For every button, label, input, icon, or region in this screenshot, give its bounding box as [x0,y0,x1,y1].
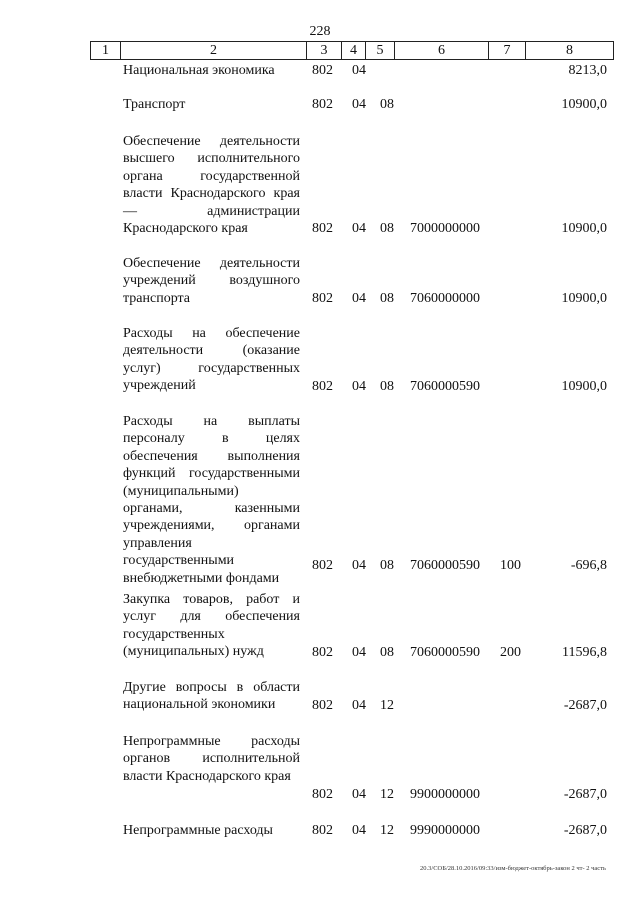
cell-col3: 802 [312,557,333,573]
cell-col4: 04 [352,644,366,660]
cell-col5: 08 [380,557,394,573]
row-name: Непрограммные расходы органов исполнительной власти Краснодарского края [123,734,300,784]
cell-col8: 8213,0 [568,62,607,78]
cell-col3: 802 [312,378,333,394]
cell-col8: 11596,8 [562,644,607,660]
cell-col8: -2687,0 [563,822,607,838]
cell-col4: 04 [352,697,366,713]
table-row [0,733,640,803]
cell-col5: 08 [380,378,394,394]
header-col-3: 3 [306,42,341,59]
cell-col6: 7060000590 [410,378,480,394]
cell-col8: 10900,0 [561,378,607,394]
table-row [0,679,640,714]
table-row [0,822,640,839]
footer-note: 20.3/СОБ/28.10.2016/09:33/изм-бюджет-октябрь-закон 2 чт- 2 часть [420,865,606,872]
cell-col3: 802 [312,96,333,112]
row-name: Транспорт [123,97,186,112]
header-col-2: 2 [120,42,306,59]
cell-col7: 200 [500,644,521,660]
cell-col3: 802 [312,786,333,802]
row-name: Непрограммные расходы [123,823,273,838]
cell-col8: -696,8 [570,557,607,573]
header-col-4: 4 [341,42,365,59]
cell-col4: 04 [352,822,366,838]
cell-col6: 9900000000 [410,786,480,802]
cell-col6: 7060000590 [410,644,480,660]
cell-col5: 08 [380,290,394,306]
cell-col4: 04 [352,290,366,306]
row-name: Расходы на обеспечение деятельности (оказание услуг) государственных учреждений [123,326,300,394]
cell-col6: 7060000000 [410,290,480,306]
cell-col4: 04 [352,378,366,394]
table-row [0,96,640,113]
cell-col5: 12 [380,697,394,713]
cell-col4: 04 [352,96,366,112]
cell-col4: 04 [352,557,366,573]
cell-col5: 08 [380,96,394,112]
table-row [0,133,640,237]
cell-col6: 7000000000 [410,220,480,236]
cell-col5: 12 [380,786,394,802]
page-number: 228 [309,24,331,39]
cell-col3: 802 [312,644,333,660]
cell-col4: 04 [352,62,366,78]
cell-col8: 10900,0 [561,220,607,236]
cell-col8: -2687,0 [563,697,607,713]
cell-col6: 7060000590 [410,557,480,573]
header-col-5: 5 [365,42,394,59]
cell-col3: 802 [312,697,333,713]
cell-col3: 802 [312,62,333,78]
table-row [0,62,640,79]
header-col-8: 8 [525,42,613,59]
row-name: Национальная экономика [123,63,275,78]
cell-col3: 802 [312,290,333,306]
row-name: Расходы на выплаты персоналу в целях обеспечения выполнения функций государственными (муниципальными) органами, казенными учреждениями, органами управления государственными внебюджетными фондами [123,414,300,586]
cell-col5: 08 [380,644,394,660]
row-name: Обеспечение деятельности высшего исполнительного органа государственной власти Краснодарского края — администрации Краснодарского края [123,134,300,237]
table-row [0,591,640,661]
table-row [0,325,640,395]
cell-col6: 9990000000 [410,822,480,838]
table-header [90,41,614,60]
cell-col8: 10900,0 [561,290,607,306]
row-name: Обеспечение деятельности учреждений воздушного транспорта [123,256,300,306]
cell-col3: 802 [312,220,333,236]
cell-col5: 12 [380,822,394,838]
cell-col3: 802 [312,822,333,838]
cell-col5: 08 [380,220,394,236]
header-col-1: 1 [102,43,109,58]
row-name: Закупка товаров, работ и услуг для обеспечения государственных (муниципальных) нужд [123,592,300,660]
header-col-6: 6 [394,42,488,59]
cell-col8: 10900,0 [561,96,607,112]
cell-col7: 100 [500,557,521,573]
cell-col4: 04 [352,220,366,236]
row-name: Другие вопросы в области национальной экономики [123,680,300,713]
table-row [0,413,640,586]
cell-col8: -2687,0 [563,786,607,802]
header-col-7: 7 [488,42,525,59]
table-row [0,255,640,307]
cell-col4: 04 [352,786,366,802]
